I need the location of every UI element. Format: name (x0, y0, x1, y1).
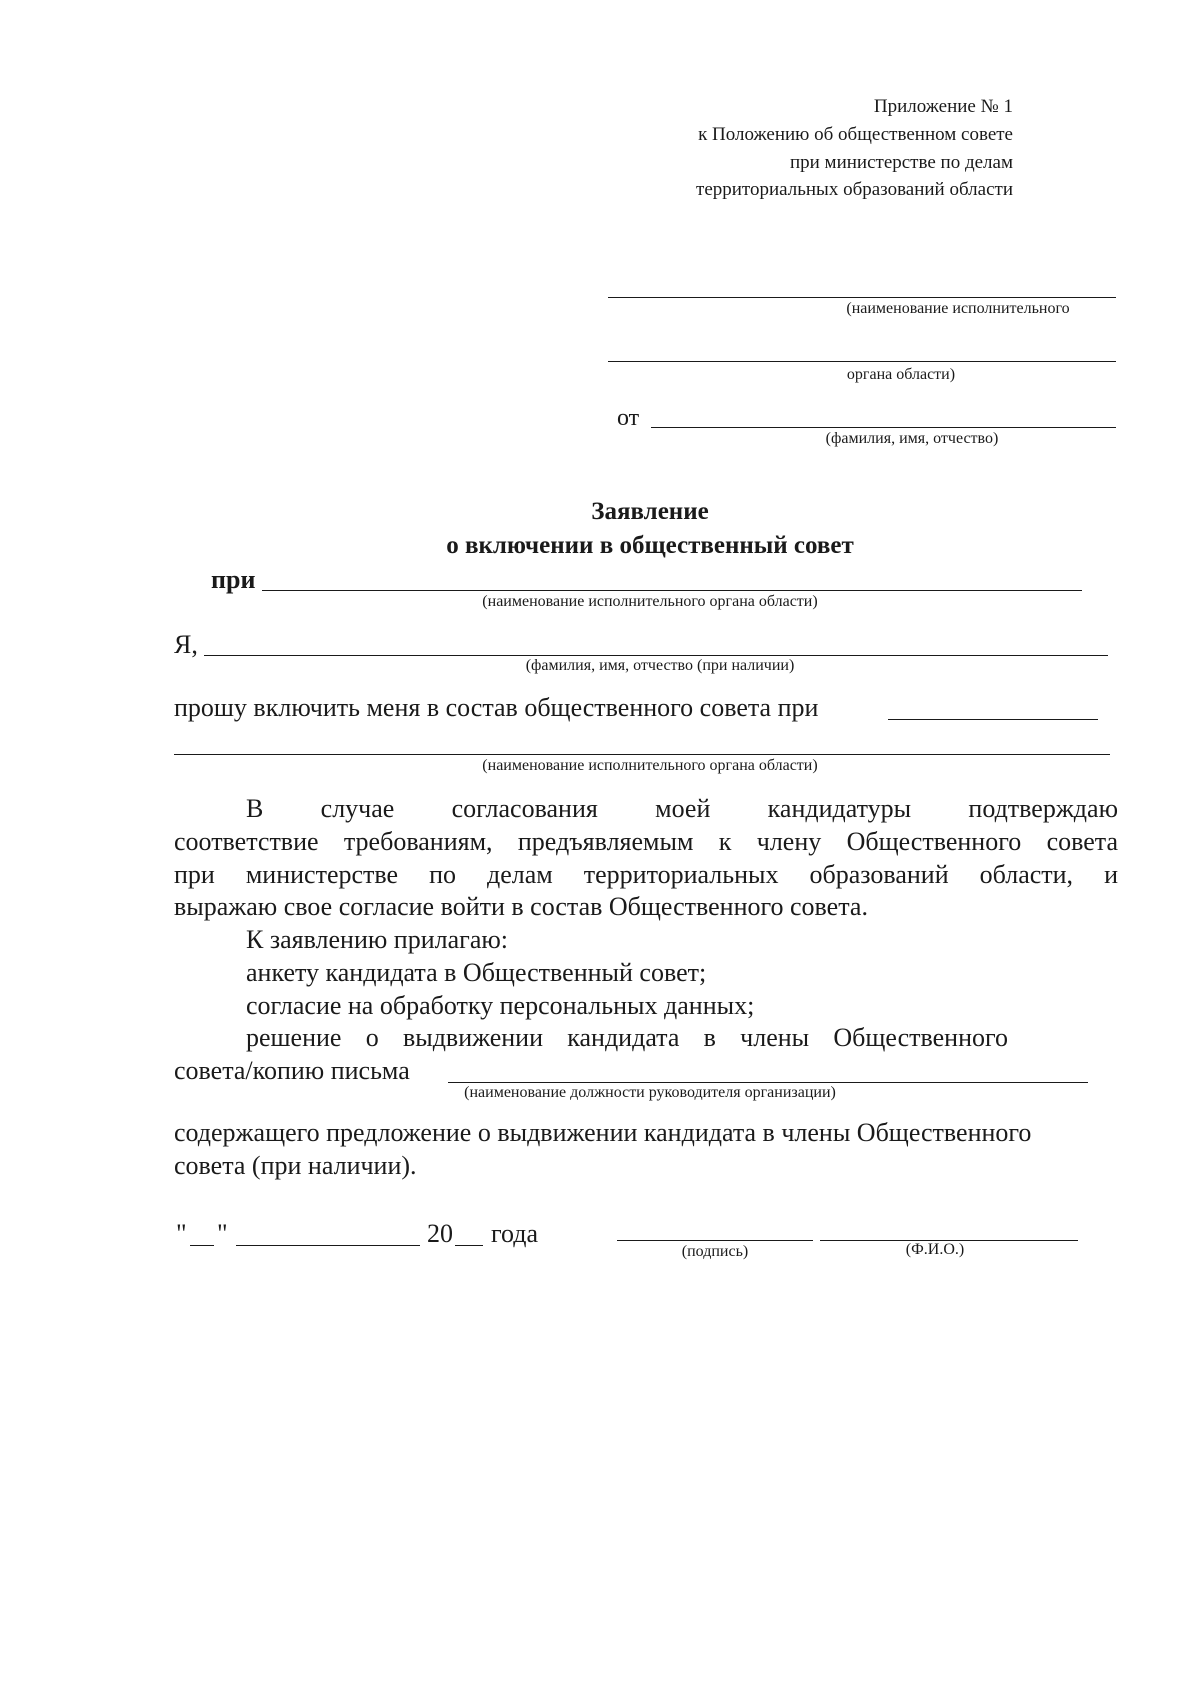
fio-caption: (Ф.И.О.) (905, 1241, 965, 1258)
addressee-line-1[interactable] (608, 297, 1116, 298)
pri-caption: (наименование исполнительного органа области) (482, 593, 818, 610)
date-year-line[interactable] (455, 1245, 483, 1246)
addressee-line-2[interactable] (608, 361, 1116, 362)
date-quote-open: " (176, 1219, 187, 1248)
addressee-caption-2: органа области) (846, 366, 956, 383)
attachment-number: Приложение № 1 (873, 96, 1013, 117)
ya-line[interactable] (204, 655, 1108, 656)
date-quote-close: " (217, 1219, 228, 1248)
from-caption: (фамилия, имя, отчество) (825, 430, 999, 447)
from-line[interactable] (651, 427, 1116, 428)
date-month-line[interactable] (236, 1245, 420, 1246)
attachment-ministry: при министерстве по делам (789, 152, 1013, 173)
attachment-reference: к Положению об общественном совете (698, 124, 1013, 145)
attachment-item-decision: решение о выдвижении кандидата в члены Общественного (246, 1023, 1008, 1052)
paragraph-line-2: соответствие требованиям, предъявляемым к члену Общественного совета (174, 827, 1118, 856)
paragraph-line-4: выражаю свое согласие войти в состав Общественного совета. (174, 892, 868, 921)
closing-line-1: содержащего предложение о выдвижении кандидата в члены Общественного (174, 1118, 1032, 1147)
ya-caption: (фамилия, имя, отчество (при наличии) (525, 657, 795, 674)
request-caption: (наименование исполнительного органа области) (482, 757, 818, 774)
attachment-territorial: территориальных образований области (696, 179, 1013, 200)
paragraph-line-1: В случае согласования моей кандидатуры подтверждаю (246, 794, 1118, 823)
date-year-prefix: 20 (427, 1219, 453, 1248)
pri-label: при (211, 565, 256, 594)
document-subtitle: о включении в общественный совет (446, 532, 854, 559)
attachments-intro: К заявлению прилагаю: (246, 925, 509, 954)
closing-line-2: совета (при наличии). (174, 1151, 417, 1180)
attachment-letter-line[interactable] (448, 1082, 1088, 1083)
signature-caption: (подпись) (681, 1243, 749, 1260)
date-day-line[interactable] (190, 1245, 214, 1246)
pri-line[interactable] (262, 590, 1082, 591)
document-title: Заявление (591, 498, 709, 525)
signature-line[interactable] (617, 1240, 813, 1241)
from-label: от (617, 405, 640, 431)
attachment-item-letter: совета/копию письма (174, 1056, 410, 1085)
attachment-letter-caption: (наименование должности руководителя организации) (464, 1084, 836, 1101)
ya-label: Я, (174, 630, 198, 659)
request-text: прошу включить меня в состав общественного совета при (174, 693, 819, 722)
addressee-caption-1: (наименование исполнительного (846, 300, 1070, 317)
request-line-2[interactable] (174, 754, 1110, 755)
attachment-item-consent: согласие на обработку персональных данных; (246, 991, 755, 1020)
paragraph-line-3: при министерстве по делам территориальных образований области, и (174, 860, 1118, 889)
attachment-item-questionnaire: анкету кандидата в Общественный совет; (246, 958, 707, 987)
date-year-suffix: года (491, 1219, 539, 1248)
request-line[interactable] (888, 719, 1098, 720)
